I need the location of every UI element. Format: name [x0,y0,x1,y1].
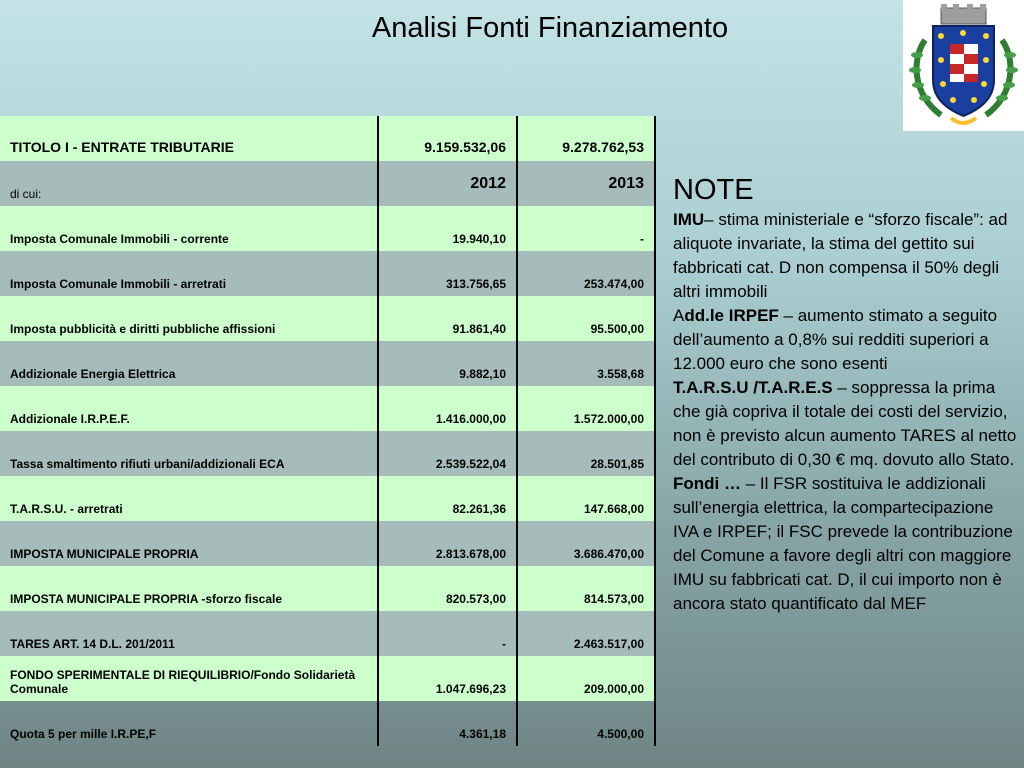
table-row [0,296,655,341]
note-fondi [673,472,1019,616]
row-2012: - [378,611,517,656]
table-row [0,206,655,251]
row-label: Imposta pubblicità e diritti pubbliche affissioni [0,296,378,341]
note-fondi-label: Fondi … [673,474,741,493]
row-2013: 3.686.470,00 [517,521,655,566]
row-2012: 313.756,65 [378,251,517,296]
note-imu-text: – stima ministeriale e “sforzo fiscale”: ad aliquote invariate, la stima del gettito sui fabbricati cat. D non compensa il 50% degli altri immobili [673,210,1008,301]
note-tarsu [673,376,1019,472]
table-row [0,656,655,701]
row-2012: 19.940,10 [378,206,517,251]
row-2013: 147.668,00 [517,476,655,521]
slide-title: Analisi Fonti Finanziamento [371,12,729,44]
table-row [0,341,655,386]
row-2013: - [517,206,655,251]
row-label: Imposta Comunale Immobili - corrente [0,206,378,251]
row-label: Quota 5 per mille I.R.PE,F [0,701,378,746]
revenue-table [0,116,656,746]
note-irpef-text: – aumento stimato a seguito dell’aumento a 0,8% sui redditi superiori a 12.000 euro che sono esenti [673,306,998,373]
row-2013: 814.573,00 [517,566,655,611]
notes-heading: NOTE [673,174,754,206]
table-header-row [0,116,655,161]
note-imu [673,208,1019,304]
row-label: Addizionale Energia Elettrica [0,341,378,386]
year-2012: 2012 [378,161,517,206]
note-irpef [673,304,1019,376]
year-2013: 2013 [517,161,655,206]
row-label: TARES ART. 14 D.L. 201/2011 [0,611,378,656]
note-irpef-label: dd.le IRPEF [684,306,779,325]
header-2013: 9.278.762,53 [517,116,655,161]
note-tarsu-label: T.A.R.S.U /T.A.R.E.S [673,378,833,397]
row-label: Tassa smaltimento rifiuti urbani/addizionali ECA [0,431,378,476]
row-2012: 2.813.678,00 [378,521,517,566]
table-row [0,521,655,566]
table-row [0,611,655,656]
row-2012: 1.416.000,00 [378,386,517,431]
coat-of-arms-icon [903,0,1024,131]
table-row [0,701,655,746]
header-2012: 9.159.532,06 [378,116,517,161]
row-2012: 82.261,36 [378,476,517,521]
row-2013: 3.558,68 [517,341,655,386]
row-2012: 1.047.696,23 [378,656,517,701]
row-2013: 1.572.000,00 [517,386,655,431]
row-label: Imposta Comunale Immobili - arretrati [0,251,378,296]
note-fondi-text: – Il FSR sostituiva le addizionali sull’energia elettrica, la compartecipazione IVA e IRPEF; il FSC prevede la contribuzione del Comune a favore degli altri con maggiore IMU su fabbricati cat. D, il cui importo non è ancora stato quantificato dal MEF [673,474,1013,613]
row-2012: 2.539.522,04 [378,431,517,476]
row-2013: 4.500,00 [517,701,655,746]
table-row [0,386,655,431]
row-label: IMPOSTA MUNICIPALE PROPRIA [0,521,378,566]
row-2012: 9.882,10 [378,341,517,386]
row-label: IMPOSTA MUNICIPALE PROPRIA -sforzo fiscale [0,566,378,611]
table-row [0,566,655,611]
table-row [0,251,655,296]
row-label: T.A.R.S.U. - arretrati [0,476,378,521]
note-irpef-prefix: A [673,306,685,325]
table-row [0,431,655,476]
row-2013: 209.000,00 [517,656,655,701]
row-2012: 91.861,40 [378,296,517,341]
row-2013: 95.500,00 [517,296,655,341]
row-label: Addizionale I.R.P.E.F. [0,386,378,431]
coat-of-arms-logo [903,0,1024,131]
row-2012: 820.573,00 [378,566,517,611]
row-2013: 253.474,00 [517,251,655,296]
header-label: TITOLO I - ENTRATE TRIBUTARIE [0,116,378,161]
subheader-label: di cui: [0,161,378,206]
row-2013: 28.501,85 [517,431,655,476]
notes-panel [673,172,1019,616]
note-imu-label: IMU [673,210,705,229]
row-2012: 4.361,18 [378,701,517,746]
row-label: FONDO SPERIMENTALE DI RIEQUILIBRIO/Fondo Solidarietà Comunale [0,656,378,701]
table-subheader-row [0,161,655,206]
row-2013: 2.463.517,00 [517,611,655,656]
table-row [0,476,655,521]
note-tarsu-text: – soppressa la prima che già copriva il totale dei costi del servizio, non è previsto alcun aumento TARES al netto del contributo di 0,30 € mq. dovuto allo Stato. [673,378,1017,469]
